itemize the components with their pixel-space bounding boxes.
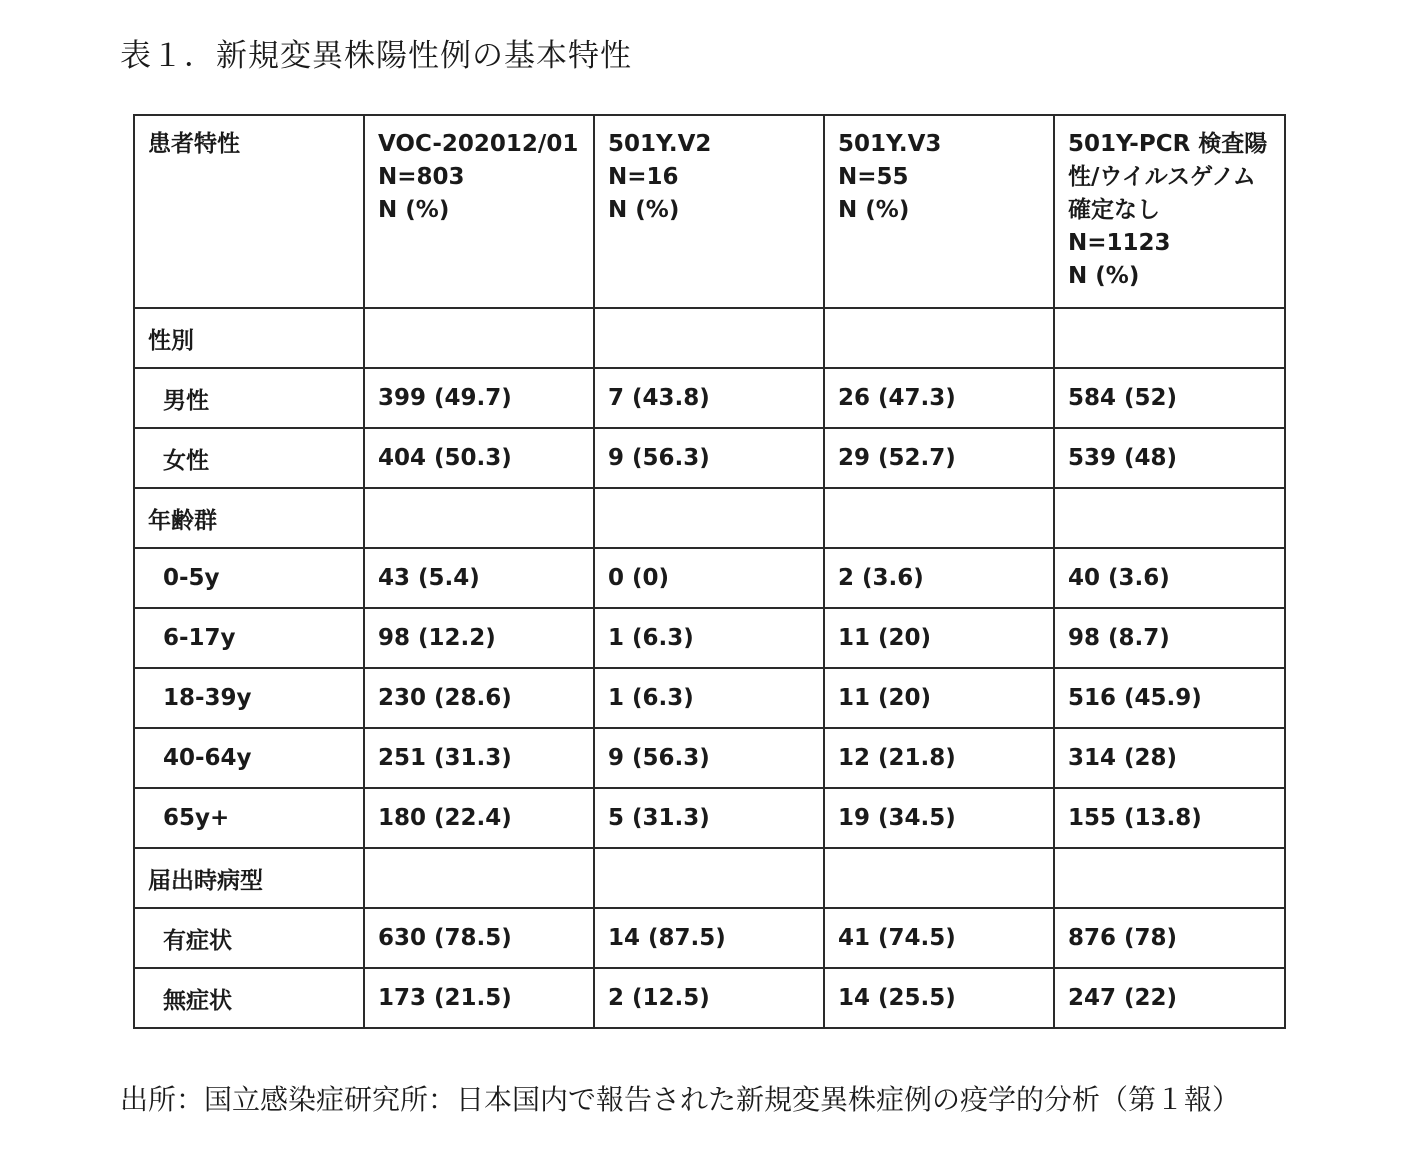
table-row-male xyxy=(134,368,1285,428)
source-note: 出所：国立感染症研究所：日本国内で報告された新規変異株症例の疫学的分析（第１報） xyxy=(120,1083,1241,1116)
header-501y-v2: 501Y.V2 N=16 N (%) xyxy=(594,115,824,308)
table-row-age-6-17 xyxy=(134,608,1285,668)
row-label: 男性 xyxy=(134,368,364,428)
table-cell: 2 (3.6) xyxy=(824,548,1054,608)
table-cell: 41 (74.5) xyxy=(824,908,1054,968)
table-cell: 230 (28.6) xyxy=(364,668,594,728)
table-cell xyxy=(364,308,594,368)
table-cell xyxy=(594,848,824,908)
table-cell: 26 (47.3) xyxy=(824,368,1054,428)
table-cell: 155 (13.8) xyxy=(1054,788,1285,848)
row-label: 18-39y xyxy=(134,668,364,728)
row-label: 無症状 xyxy=(134,968,364,1028)
row-label: 65y+ xyxy=(134,788,364,848)
header-patient-characteristics: 患者特性 xyxy=(134,115,364,308)
table-cell: 404 (50.3) xyxy=(364,428,594,488)
table-cell: 251 (31.3) xyxy=(364,728,594,788)
row-label: 年齢群 xyxy=(134,488,364,548)
table-cell: 180 (22.4) xyxy=(364,788,594,848)
table-cell: 7 (43.8) xyxy=(594,368,824,428)
table-cell: 173 (21.5) xyxy=(364,968,594,1028)
table-cell: 11 (20) xyxy=(824,608,1054,668)
row-label: 届出時病型 xyxy=(134,848,364,908)
table-row-female xyxy=(134,428,1285,488)
table-cell: 539 (48) xyxy=(1054,428,1285,488)
table-row-asymptomatic xyxy=(134,968,1285,1028)
table-row-age-18-39 xyxy=(134,668,1285,728)
table-cell: 516 (45.9) xyxy=(1054,668,1285,728)
table-cell: 5 (31.3) xyxy=(594,788,824,848)
row-label: 6-17y xyxy=(134,608,364,668)
table-row-disease-type-group xyxy=(134,848,1285,908)
table-cell xyxy=(1054,308,1285,368)
table-cell: 9 (56.3) xyxy=(594,728,824,788)
table-cell: 98 (8.7) xyxy=(1054,608,1285,668)
table-cell: 399 (49.7) xyxy=(364,368,594,428)
table-cell xyxy=(824,488,1054,548)
table-cell: 14 (87.5) xyxy=(594,908,824,968)
table-row-age-group xyxy=(134,488,1285,548)
table-cell: 1 (6.3) xyxy=(594,608,824,668)
table-cell: 14 (25.5) xyxy=(824,968,1054,1028)
row-label: 有症状 xyxy=(134,908,364,968)
header-501y-v3: 501Y.V3 N=55 N (%) xyxy=(824,115,1054,308)
table-row-age-65-plus xyxy=(134,788,1285,848)
row-label: 女性 xyxy=(134,428,364,488)
table-cell: 630 (78.5) xyxy=(364,908,594,968)
page-title: 表１．新規変異株陽性例の基本特性 xyxy=(120,38,632,74)
table-cell xyxy=(364,848,594,908)
table-cell: 314 (28) xyxy=(1054,728,1285,788)
table-row-sex-group xyxy=(134,308,1285,368)
table-row-age-0-5 xyxy=(134,548,1285,608)
header-501y-pcr-unconfirmed: 501Y-PCR 検査陽 性/ウイルスゲノム 確定なし N=1123 N (%) xyxy=(1054,115,1285,308)
table-cell: 0 (0) xyxy=(594,548,824,608)
header-voc-202012-01: VOC-202012/01 N=803 N (%) xyxy=(364,115,594,308)
table-cell xyxy=(1054,848,1285,908)
table-cell xyxy=(1054,488,1285,548)
table-cell: 40 (3.6) xyxy=(1054,548,1285,608)
row-label: 0-5y xyxy=(134,548,364,608)
table-cell: 2 (12.5) xyxy=(594,968,824,1028)
row-label: 40-64y xyxy=(134,728,364,788)
row-label: 性別 xyxy=(134,308,364,368)
table-cell xyxy=(824,308,1054,368)
table-cell xyxy=(594,488,824,548)
table-cell: 247 (22) xyxy=(1054,968,1285,1028)
table-cell xyxy=(824,848,1054,908)
table-row-symptomatic xyxy=(134,908,1285,968)
table-cell xyxy=(364,488,594,548)
characteristics-table xyxy=(133,114,1286,1029)
table-cell: 11 (20) xyxy=(824,668,1054,728)
table-cell: 584 (52) xyxy=(1054,368,1285,428)
table-cell: 43 (5.4) xyxy=(364,548,594,608)
table-cell: 876 (78) xyxy=(1054,908,1285,968)
table-cell: 19 (34.5) xyxy=(824,788,1054,848)
table-cell: 29 (52.7) xyxy=(824,428,1054,488)
table-cell xyxy=(594,308,824,368)
table-cell: 9 (56.3) xyxy=(594,428,824,488)
table-row-age-40-64 xyxy=(134,728,1285,788)
table-cell: 12 (21.8) xyxy=(824,728,1054,788)
table-header-row xyxy=(134,115,1285,308)
table-cell: 98 (12.2) xyxy=(364,608,594,668)
table-cell: 1 (6.3) xyxy=(594,668,824,728)
